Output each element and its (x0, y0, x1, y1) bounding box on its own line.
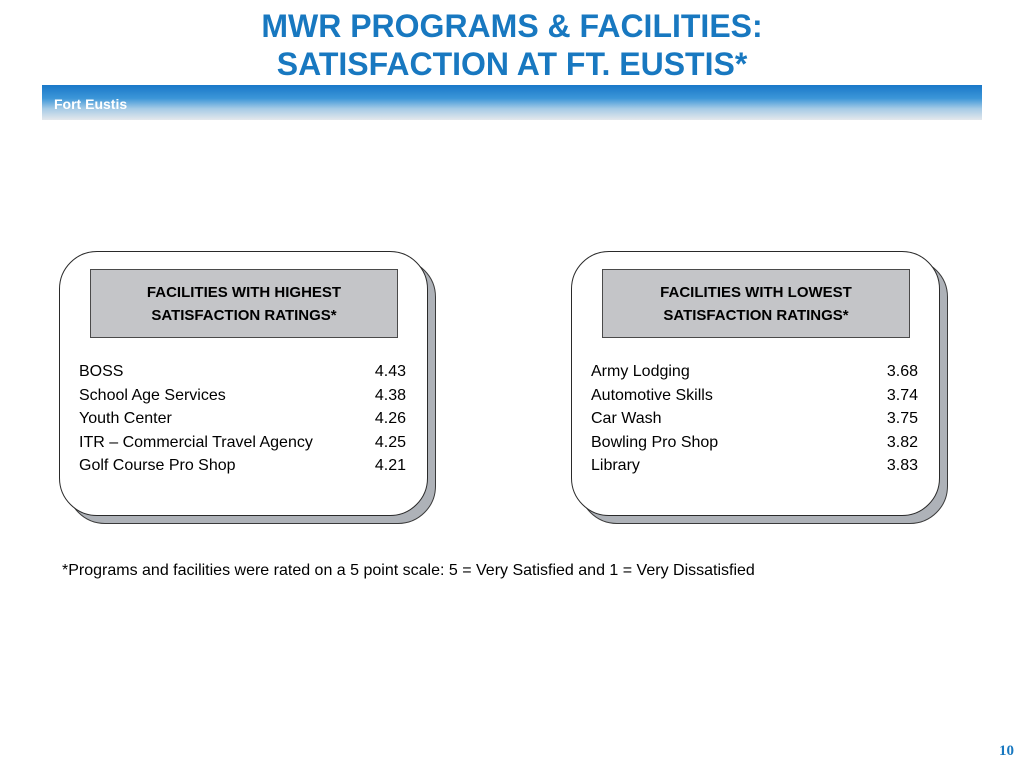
list-item (591, 454, 918, 478)
list-item (591, 407, 918, 431)
facility-name: ITR – Commercial Travel Agency (79, 433, 313, 451)
facility-name: BOSS (79, 363, 124, 380)
facility-rating: 3.74 (886, 386, 918, 404)
panel-box (59, 251, 428, 516)
facility-rating: 3.83 (886, 457, 918, 474)
slide-title-line-1: MWR PROGRAMS & FACILITIES: (261, 8, 763, 44)
rating-scale-footnote: *Programs and facilities were rated on a 5 point scale: 5 = Very Satisfied and 1 = Very Dissatisfied (62, 562, 755, 579)
facility-rating: 4.43 (374, 363, 406, 380)
header-line-1: FACILITIES WITH LOWEST (660, 283, 852, 301)
facility-name: Car Wash (591, 410, 662, 427)
lowest-ratings-panel (571, 251, 940, 516)
list-item (79, 360, 406, 384)
facility-name: Youth Center (79, 410, 172, 427)
facility-name: Library (591, 457, 640, 474)
list-item (79, 384, 406, 408)
lowest-ratings-list (591, 360, 918, 478)
highest-ratings-header (90, 269, 398, 338)
list-item (79, 431, 406, 455)
facility-rating: 4.25 (374, 433, 406, 451)
facility-rating: 4.21 (374, 457, 406, 474)
list-item (591, 431, 918, 455)
location-label: Fort Eustis (54, 96, 128, 112)
location-band (42, 85, 982, 120)
list-item (591, 360, 918, 384)
facility-rating: 4.26 (374, 410, 406, 427)
panel-box (571, 251, 940, 516)
lowest-ratings-header (602, 269, 910, 338)
list-item (591, 384, 918, 408)
facility-rating: 3.75 (886, 410, 918, 427)
list-item (79, 407, 406, 431)
facility-name: School Age Services (79, 386, 226, 404)
facility-name: Army Lodging (591, 363, 690, 380)
highest-ratings-list (79, 360, 406, 478)
highest-ratings-panel (59, 251, 428, 516)
header-line-1: FACILITIES WITH HIGHEST (146, 283, 342, 301)
facility-name: Bowling Pro Shop (591, 433, 719, 451)
header-line-2: SATISFACTION RATINGS* (663, 306, 849, 324)
page-number: 10 (999, 743, 1014, 759)
slide-title (0, 7, 1024, 83)
facility-rating: 3.68 (886, 363, 918, 380)
facility-name: Golf Course Pro Shop (79, 457, 236, 474)
list-item (79, 454, 406, 478)
facility-rating: 3.82 (886, 433, 918, 451)
slide-title-line-2: SATISFACTION AT FT. EUSTIS* (276, 46, 748, 82)
header-line-2: SATISFACTION RATINGS* (151, 306, 337, 324)
facility-name: Automotive Skills (591, 386, 713, 404)
facility-rating: 4.38 (374, 386, 406, 404)
